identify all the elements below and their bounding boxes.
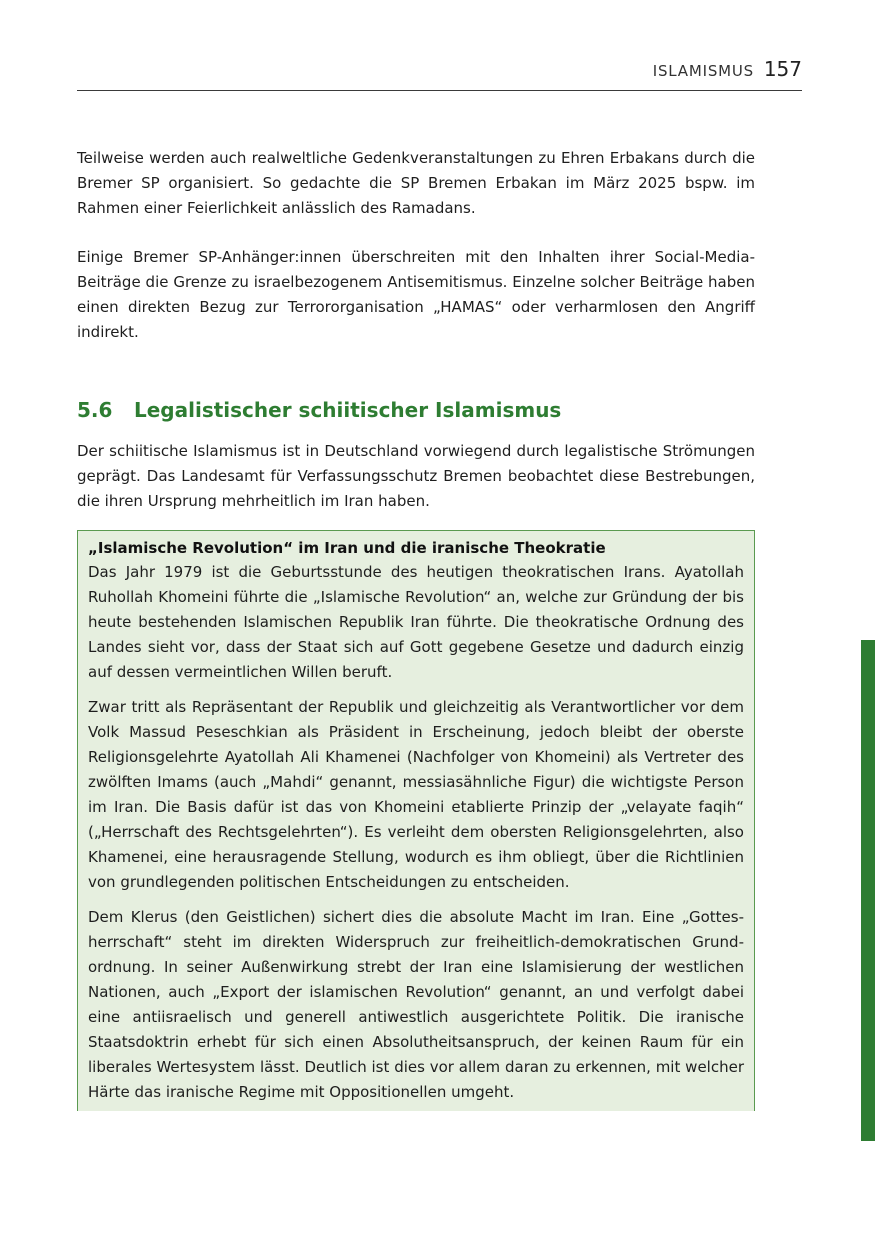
page-header: [77, 56, 802, 91]
info-box-paragraph-2: Zwar tritt als Repräsentant der Republik und gleichzeitig als Verantwortlicher vor dem Volk Massud Peseschkian als Präsident in Erscheinung, jedoch bleibt der oberste Religionsgelehrte Ayatollah Ali Khamenei (Nachfolger von Khomeini) als Vertreter des zwölften Imams (auch „Mahdi“ genannt, messiasähnliche Figur) die wichtigste Person im Iran. Die Basis dafür ist das von Khomeini etablierte Prinzip der „velayate faqih“ („Herrschaft des Rechtsgelehrten“). Es verleiht dem obersten Religionsgelehrten, also Khamenei, eine herausragende Stellung, wodurch es ihm obliegt, über die Richtlinien von grundlegenden politischen Entscheidungen zu entscheiden.: [88, 698, 744, 891]
info-box-paragraph-1: Das Jahr 1979 ist die Geburtsstunde des heutigen theokratischen Irans. Ayatollah Ruhollah Khomeini führte die „Islamische Revolution“ an, welche zur Gründung der bis heute bestehenden Islamischen Republik Iran führte. Die theokratische Ordnung des Landes sieht vor, dass der Staat sich auf Gott gegebene Gesetze und dadurch einzig auf dessen vermeintlichen Willen beruft.: [88, 563, 744, 681]
page-number: 157: [763, 57, 802, 81]
section-title: Legalistischer schiitischer Islamismus: [134, 398, 562, 422]
info-box: [77, 530, 755, 1111]
info-box-paragraph-3: Dem Klerus (den Geistlichen) sichert dies die absolute Macht im Iran. Eine „Gottesherrschaft“ steht im direkten Widerspruch zur freiheitlich-demokratischen Grundordnung. In seiner Außenwirkung strebt der Iran eine Islamisierung der westlichen Nationen, auch „Export der islamischen Revolution“ genannt, an und verfolgt dabei eine antiisraelisch und generell antiwestlich ausgerichtete Politik. Die iranische Staatsdoktrin erhebt für sich einen Absolutheitsanspruch, der keinen Raum für ein liberales Wertesystem lässt. Deutlich ist dies vor allem daran zu erkennen, mit welcher Härte das iranische Regime mit Oppositionellen umgeht.: [88, 908, 744, 1101]
section-number: 5.6: [77, 398, 113, 422]
info-box-title: „Islamische Revolution“ im Iran und die iranische Theokratie: [88, 539, 606, 557]
body-paragraph-2: Einige Bremer SP-Anhänger:innen überschreiten mit den Inhalten ihrer Social-Media-Beiträge die Grenze zu israelbezogenem Antisemitismus. Einzelne solcher Beiträge haben einen direkten Bezug zur Terrororganisation „HAMAS“ oder verharmlosen den Angriff indirekt.: [77, 248, 755, 341]
section-intro-paragraph: Der schiitische Islamismus ist in Deutschland vorwiegend durch legalistische Strömungen geprägt. Das Landesamt für Verfassungsschutz Bremen beobachtet diese Bestrebungen, die ihren Ursprung mehrheitlich im Iran haben.: [77, 442, 755, 510]
chapter-side-tab: [861, 640, 875, 1141]
running-header-section: ISLAMISMUS: [652, 62, 754, 80]
section-heading: [77, 396, 755, 424]
body-paragraph-1: Teilweise werden auch realweltliche Gedenkveranstaltungen zu Ehren Erbakans durch die Bremer SP organisiert. So gedachte die SP Bremen Erbakan im März 2025 bspw. im Rahmen einer Feierlichkeit anlässlich des Ramadans.: [77, 149, 755, 217]
page-content: [77, 146, 755, 1111]
